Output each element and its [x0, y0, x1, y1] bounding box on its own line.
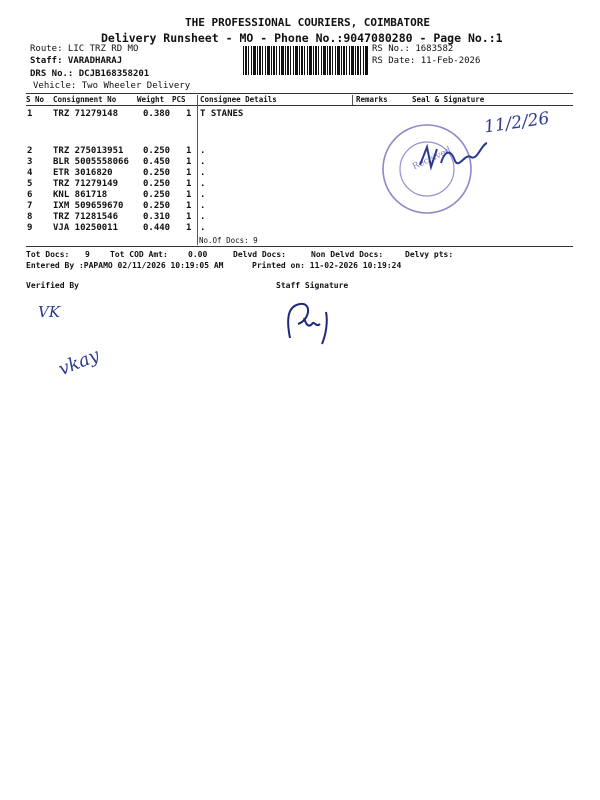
- entered-by: Entered By :PAPAMO 02/11/2026 10:19:05 AM: [26, 261, 224, 270]
- row-consignee: .: [200, 179, 206, 189]
- row-consignee: T STANES: [200, 109, 244, 119]
- col-consignment: Consignment No: [53, 95, 117, 104]
- runsheet-title: Delivery Runsheet - MO - Phone No.:9047080280 - Page No.:1: [101, 31, 503, 45]
- printed-on: Printed on: 11-02-2026 10:19:24: [252, 261, 402, 270]
- row-sno: 3: [27, 157, 33, 167]
- column-separator: [197, 95, 198, 245]
- row-consignee: .: [200, 168, 206, 178]
- staff-signature-label: Staff Signature: [276, 281, 349, 290]
- row-consignment: VJA 10250011: [53, 223, 119, 233]
- row-consignee: .: [200, 223, 206, 233]
- row-consignee: .: [200, 201, 206, 211]
- column-separator: [352, 95, 353, 105]
- row-weight: 0.440: [143, 223, 171, 233]
- verified-initials: VK: [38, 303, 61, 321]
- route-label: Route: LIC TRZ RD MO: [30, 44, 139, 54]
- staff-label: Staff: VARADHARAJ: [30, 56, 123, 66]
- divider: [26, 105, 573, 106]
- no-of-docs: No.Of Docs: 9: [199, 236, 258, 245]
- divider: [26, 246, 573, 247]
- row-pcs: 1: [186, 212, 192, 222]
- row-consignment: TRZ 71279148: [53, 109, 119, 119]
- row-pcs: 1: [186, 109, 192, 119]
- row-consignment: BLR 5005558066: [53, 157, 129, 167]
- row-consignment: ETR 3016820: [53, 168, 113, 178]
- row-weight: 0.250: [143, 179, 171, 189]
- delvd-docs-label: Delvd Docs:: [233, 250, 286, 259]
- col-pcs: PCS: [172, 95, 186, 104]
- rs-number: RS No.: 1683582: [372, 44, 454, 54]
- row-weight: 0.250: [143, 201, 171, 211]
- row-sno: 5: [27, 179, 33, 189]
- row-consignment: TRZ 275013951: [53, 146, 124, 156]
- row-consignee: .: [200, 146, 206, 156]
- row-weight: 0.250: [143, 146, 171, 156]
- row-sno: 7: [27, 201, 33, 211]
- col-sno: S No: [26, 95, 45, 104]
- row-weight: 0.310: [143, 212, 171, 222]
- row-weight: 0.250: [143, 190, 171, 200]
- drs-number: DRS No.: DCJB168358201: [30, 69, 150, 79]
- row-pcs: 1: [186, 179, 192, 189]
- row-sno: 9: [27, 223, 33, 233]
- row-weight: 0.380: [143, 109, 171, 119]
- row-sno: 4: [27, 168, 33, 178]
- verified-signature: vkay: [55, 344, 103, 381]
- col-remarks: Remarks: [356, 95, 388, 104]
- date-note: 11/2/26: [482, 108, 551, 138]
- company-name: THE PROFESSIONAL COURIERS, COIMBATORE: [185, 16, 431, 29]
- verified-by-label: Verified By: [26, 281, 79, 290]
- row-consignment: TRZ 71281546: [53, 212, 119, 222]
- col-consignee: Consignee Details: [200, 95, 277, 104]
- delivery-signature: [415, 135, 495, 180]
- row-pcs: 1: [186, 190, 192, 200]
- rs-date: RS Date: 11-Feb-2026: [372, 56, 481, 66]
- row-consignment: IXM 509659670: [53, 201, 124, 211]
- delvy-pts-label: Delvy pts:: [405, 250, 454, 259]
- row-pcs: 1: [186, 168, 192, 178]
- row-consignee: .: [200, 212, 206, 222]
- divider: [26, 93, 573, 94]
- row-consignment: TRZ 71279149: [53, 179, 119, 189]
- row-pcs: 1: [186, 157, 192, 167]
- tot-docs-value: 9: [85, 250, 90, 259]
- tot-cod-value: 0.00: [188, 250, 208, 259]
- row-pcs: 1: [186, 201, 192, 211]
- vehicle-label: Vehicle: Two Wheeler Delivery: [33, 81, 191, 91]
- row-pcs: 1: [186, 223, 192, 233]
- row-weight: 0.450: [143, 157, 171, 167]
- non-delvd-docs-label: Non Delvd Docs:: [311, 250, 384, 259]
- row-sno: 6: [27, 190, 33, 200]
- barcode-icon: [243, 46, 369, 75]
- stamp-word: Received: [411, 145, 453, 173]
- row-weight: 0.250: [143, 168, 171, 178]
- tot-docs-label: Tot Docs:: [26, 250, 70, 259]
- row-sno: 1: [27, 109, 33, 119]
- row-consignment: KNL 861718: [53, 190, 108, 200]
- row-sno: 8: [27, 212, 33, 222]
- row-pcs: 1: [186, 146, 192, 156]
- col-seal: Seal & Signature: [412, 95, 485, 104]
- row-consignee: .: [200, 190, 206, 200]
- staff-signature-mark: [280, 298, 350, 348]
- tot-cod-label: Tot COD Amt:: [110, 250, 168, 259]
- row-sno: 2: [27, 146, 33, 156]
- col-weight: Weight: [137, 95, 165, 104]
- row-consignee: .: [200, 157, 206, 167]
